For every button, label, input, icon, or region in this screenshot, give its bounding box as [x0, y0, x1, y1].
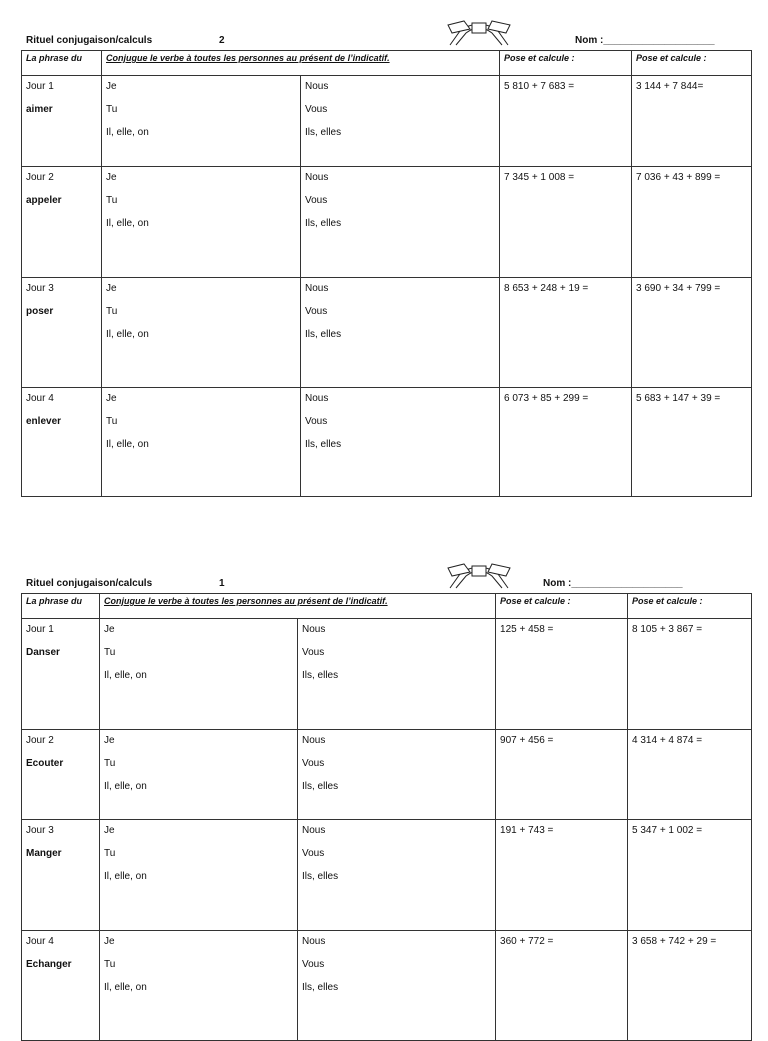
header-phrase: La phrase du	[22, 594, 100, 619]
calc-expression: 7 345 + 1 008 =	[504, 172, 575, 183]
conjugation-singular-cell[interactable]	[100, 820, 298, 931]
header-calc-1: Pose et calcule :	[500, 51, 632, 76]
verb-label: poser	[26, 306, 54, 317]
pronoun-tu: Tu	[104, 848, 116, 859]
pronoun-vous: Vous	[302, 848, 325, 859]
header-phrase: La phrase du	[22, 51, 102, 76]
pronoun-nous: Nous	[302, 936, 326, 947]
pronoun-nous: Nous	[305, 81, 329, 92]
pronoun-nous: Nous	[302, 825, 326, 836]
header-conjugate: Conjugue le verbe à toutes les personnes au présent de l’indicatif.	[102, 51, 500, 76]
day-cell	[22, 931, 100, 1041]
calc-expression: 7 036 + 43 + 899 =	[636, 172, 721, 183]
pronoun-tu: Tu	[106, 306, 118, 317]
verb-label: Ecouter	[26, 758, 64, 769]
pronoun-je: Je	[106, 393, 117, 404]
day-label: Jour 4	[26, 936, 54, 947]
pronoun-tu: Tu	[104, 758, 116, 769]
pronoun-vous: Vous	[302, 959, 325, 970]
pronoun-il: Il, elle, on	[106, 439, 149, 450]
pronoun-ils: Ils, elles	[302, 670, 339, 681]
day-cell	[22, 278, 102, 388]
pronoun-ils: Ils, elles	[305, 439, 342, 450]
worksheet-header	[0, 565, 768, 593]
verb-label: appeler	[26, 195, 62, 206]
worksheet-title: Rituel conjugaison/calculs	[26, 578, 153, 589]
pronoun-nous: Nous	[305, 393, 329, 404]
day-label: Jour 2	[26, 172, 54, 183]
pronoun-ils: Ils, elles	[305, 329, 342, 340]
calc-cell-2[interactable]	[632, 278, 752, 388]
calc-cell-1[interactable]	[496, 730, 628, 820]
worksheet-header	[0, 22, 768, 50]
calc-expression: 5 347 + 1 002 =	[632, 825, 703, 836]
conjugation-singular-cell[interactable]	[102, 278, 301, 388]
day-label: Jour 3	[26, 825, 54, 836]
calc-expression: 907 + 456 =	[500, 735, 554, 746]
calc-expression: 8 653 + 248 + 19 =	[504, 283, 589, 294]
pronoun-il: Il, elle, on	[106, 218, 149, 229]
worksheet-number: 1	[219, 578, 225, 589]
calc-expression: 3 690 + 34 + 799 =	[636, 283, 721, 294]
conjugation-singular-cell[interactable]	[100, 730, 298, 820]
pronoun-tu: Tu	[106, 416, 118, 427]
calc-expression: 125 + 458 =	[500, 624, 554, 635]
worksheet-title: Rituel conjugaison/calculs	[26, 35, 153, 46]
day-cell	[22, 388, 102, 497]
pronoun-nous: Nous	[305, 283, 329, 294]
calc-cell-2[interactable]	[628, 619, 752, 730]
day-cell	[22, 820, 100, 931]
day-label: Jour 4	[26, 393, 54, 404]
calc-cell-2[interactable]	[628, 820, 752, 931]
pronoun-ils: Ils, elles	[302, 871, 339, 882]
calc-cell-1[interactable]	[500, 76, 632, 167]
table-row	[22, 388, 752, 497]
conjugation-plural-cell[interactable]	[301, 278, 500, 388]
calc-expression: 3 658 + 742 + 29 =	[632, 936, 717, 947]
table-row	[22, 730, 752, 820]
worksheet-1	[0, 565, 768, 1024]
pronoun-vous: Vous	[302, 758, 325, 769]
table-row	[22, 820, 752, 931]
calc-cell-2[interactable]	[628, 730, 752, 820]
conjugation-plural-cell[interactable]	[298, 931, 496, 1041]
pronoun-vous: Vous	[305, 416, 328, 427]
conjugation-singular-cell[interactable]	[100, 931, 298, 1041]
table-row	[22, 278, 752, 388]
worksheet-number: 2	[219, 35, 225, 46]
conjugation-plural-cell[interactable]	[301, 76, 500, 167]
conjugation-plural-cell[interactable]	[298, 820, 496, 931]
table-row	[22, 619, 752, 730]
calc-cell-2[interactable]	[632, 167, 752, 278]
judo-belt-icon	[446, 19, 512, 47]
calc-cell-2[interactable]	[628, 931, 752, 1041]
pronoun-je: Je	[106, 172, 117, 183]
calc-cell-2[interactable]	[632, 76, 752, 167]
calc-expression: 4 314 + 4 874 =	[632, 735, 703, 746]
pronoun-ils: Ils, elles	[305, 218, 342, 229]
pronoun-nous: Nous	[302, 735, 326, 746]
header-conjugate: Conjugue le verbe à toutes les personnes au présent de l’indicatif.	[100, 594, 496, 619]
calc-expression: 3 144 + 7 844=	[636, 81, 704, 92]
day-cell	[22, 167, 102, 278]
header-calc-2: Pose et calcule :	[632, 51, 752, 76]
conjugation-singular-cell[interactable]	[102, 167, 301, 278]
header-calc-1: Pose et calcule :	[496, 594, 628, 619]
student-name-field[interactable]: Nom :____________________	[575, 35, 715, 46]
calc-cell-1[interactable]	[496, 619, 628, 730]
pronoun-tu: Tu	[106, 104, 118, 115]
worksheet-table	[21, 593, 752, 1041]
pronoun-ils: Ils, elles	[302, 982, 339, 993]
pronoun-je: Je	[106, 283, 117, 294]
day-label: Jour 3	[26, 283, 54, 294]
worksheet-2	[0, 22, 768, 504]
pronoun-je: Je	[104, 624, 115, 635]
pronoun-nous: Nous	[305, 172, 329, 183]
student-name-field[interactable]: Nom :____________________	[543, 578, 683, 589]
pronoun-tu: Tu	[106, 195, 118, 206]
judo-belt-icon	[446, 562, 512, 590]
pronoun-il: Il, elle, on	[104, 982, 147, 993]
worksheet-table	[21, 50, 752, 497]
pronoun-il: Il, elle, on	[106, 127, 149, 138]
pronoun-vous: Vous	[305, 195, 328, 206]
verb-label: aimer	[26, 104, 53, 115]
pronoun-il: Il, elle, on	[104, 670, 147, 681]
pronoun-il: Il, elle, on	[104, 781, 147, 792]
table-row	[22, 167, 752, 278]
day-cell	[22, 730, 100, 820]
table-row	[22, 76, 752, 167]
verb-label: Danser	[26, 647, 60, 658]
conjugation-singular-cell[interactable]	[100, 619, 298, 730]
verb-label: Manger	[26, 848, 62, 859]
calc-expression: 5 683 + 147 + 39 =	[636, 393, 721, 404]
pronoun-vous: Vous	[305, 306, 328, 317]
pronoun-ils: Ils, elles	[302, 781, 339, 792]
calc-cell-1[interactable]	[500, 167, 632, 278]
pronoun-je: Je	[104, 825, 115, 836]
day-label: Jour 2	[26, 735, 54, 746]
calc-cell-2[interactable]	[632, 388, 752, 497]
pronoun-je: Je	[104, 936, 115, 947]
pronoun-je: Je	[104, 735, 115, 746]
pronoun-nous: Nous	[302, 624, 326, 635]
pronoun-il: Il, elle, on	[104, 871, 147, 882]
conjugation-singular-cell[interactable]	[102, 388, 301, 497]
pronoun-tu: Tu	[104, 647, 116, 658]
table-header-row	[22, 594, 752, 619]
pronoun-vous: Vous	[305, 104, 328, 115]
verb-label: Echanger	[26, 959, 72, 970]
conjugation-singular-cell[interactable]	[102, 76, 301, 167]
calc-expression: 360 + 772 =	[500, 936, 554, 947]
calc-cell-1[interactable]	[500, 388, 632, 497]
conjugation-plural-cell[interactable]	[298, 619, 496, 730]
day-label: Jour 1	[26, 81, 54, 92]
calc-expression: 8 105 + 3 867 =	[632, 624, 703, 635]
verb-label: enlever	[26, 416, 62, 427]
table-row	[22, 931, 752, 1041]
calc-expression: 191 + 743 =	[500, 825, 554, 836]
conjugation-plural-cell[interactable]	[298, 730, 496, 820]
pronoun-je: Je	[106, 81, 117, 92]
calc-cell-1[interactable]	[500, 278, 632, 388]
pronoun-vous: Vous	[302, 647, 325, 658]
calc-expression: 5 810 + 7 683 =	[504, 81, 575, 92]
conjugation-plural-cell[interactable]	[301, 167, 500, 278]
day-cell	[22, 76, 102, 167]
pronoun-ils: Ils, elles	[305, 127, 342, 138]
header-calc-2: Pose et calcule :	[628, 594, 752, 619]
calc-cell-1[interactable]	[496, 820, 628, 931]
calc-cell-1[interactable]	[496, 931, 628, 1041]
calc-expression: 6 073 + 85 + 299 =	[504, 393, 589, 404]
pronoun-il: Il, elle, on	[106, 329, 149, 340]
pronoun-tu: Tu	[104, 959, 116, 970]
conjugation-plural-cell[interactable]	[301, 388, 500, 497]
day-cell	[22, 619, 100, 730]
table-header-row	[22, 51, 752, 76]
day-label: Jour 1	[26, 624, 54, 635]
